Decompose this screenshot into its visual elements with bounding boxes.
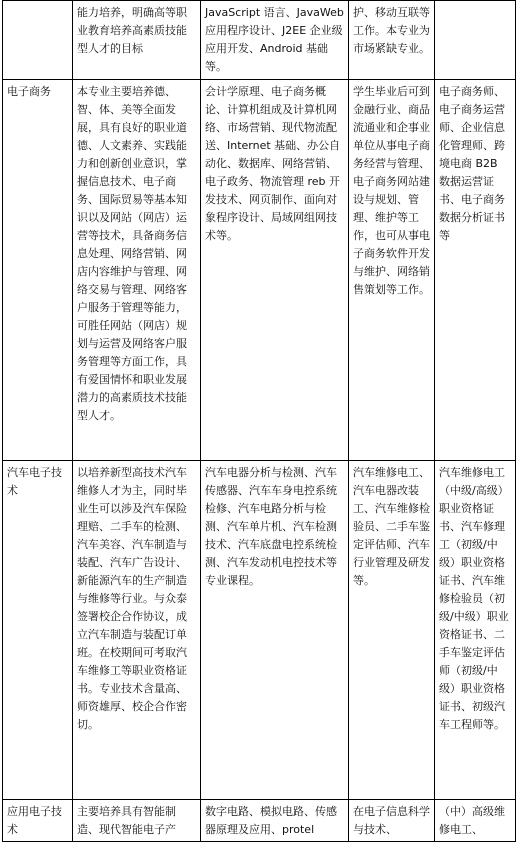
- objective-cell: 以培养新型高技术汽车维修人才为主，同时毕业生可以涉及汽车保险理赔、二手车的检测、汽车美容、汽车制造与装配、汽车广告设计、新能源汽车的生产制造与维修等行业。与众泰签署校企合作协议，成立汽车制造与装配订单班。在校期间可考取汽车维修工等职业资格证书。专业技术含量高、师资雄厚、校企合作密切。: [73, 461, 201, 800]
- courses-cell: 数字电路、模拟电路、传感器原理及应用、protel: [201, 800, 349, 842]
- certificates-cell: 汽车维修电工（中级/高级）职业资格证书、汽车修理工（初级/中级）职业资格证书、汽车维修检验员（初级/中级）职业资格证书、二手车鉴定评估师（初级/中级）职业资格证书、初级汽车工程师等。: [435, 461, 516, 800]
- objective-cell: 本专业主要培养德、智、体、美等全面发展，具有良好的职业道德、人文素养、实践能力和创新创业意识，掌握信息技术、电子商务、国际贸易等基本知识以及网站（网店）运营等技术，具备商务信息处理、网络营销、网店内容维护与管理、网络交易与管理、网络客户服务于管理等能力，可胜任网站（网店）规划与运营及网络客户服务管理等方面工作，具有爱国情怀和职业发展潜力的高素质技术技能型人才。: [73, 80, 201, 461]
- major-name-cell: [3, 1, 73, 80]
- major-name-cell: 电子商务: [3, 80, 73, 461]
- objective-cell: 主要培养具有智能制造、现代智能电子产: [73, 800, 201, 842]
- certificates-cell: （中）高级维修电工、: [435, 800, 516, 842]
- major-name-cell: 应用电子技术: [3, 800, 73, 842]
- objective-cell: 能力培养，明确高等职业教育培养高素质技能型人才的目标: [73, 1, 201, 80]
- employment-cell: 汽车维修电工、汽车电器改装工、汽车维修检验员、二手车鉴定评估师、汽车行业管理及研发等。: [349, 461, 435, 800]
- courses-cell: JavaScript 语言、JavaWeb 应用程序设计、J2EE 企业级应用开发、Android 基础等。: [201, 1, 349, 80]
- courses-cell: 汽车电器分析与检测、汽车传感器、汽车车身电控系统检修、汽车电路分析与检测、汽车单片机、汽车检测技术、汽车底盘电控系统检测、汽车发动机电控技术等专业课程。: [201, 461, 349, 800]
- employment-cell: 学生毕业后可到金融行业、商品流通业和企事业单位从事电子商务经营与管理、电子商务网站建设与规划、管理、维护等工作，也可从事电子商务软件开发与维护、网络销售策划等工作。: [349, 80, 435, 461]
- majors-table: [2, 0, 516, 842]
- certificates-cell: 电子商务师、电子商务运营师、企业信息化管理师、跨境电商 B2B 数据运营证书、电子商务数据分析证书等: [435, 80, 516, 461]
- courses-cell: 会计学原理、电子商务概论、计算机组成及计算机网络、市场营销、现代物流配送、Internet 基础、办公自动化、数据库、网络营销、电子政务、物流管理 reb 开发技术、网页制作、面向对象程序设计、局域网组网技术等。: [201, 80, 349, 461]
- major-name-cell: 汽车电子技术: [3, 461, 73, 800]
- employment-cell: 在电子信息科学与技术、: [349, 800, 435, 842]
- certificates-cell: [435, 1, 516, 80]
- employment-cell: 护、移动互联等工作。本专业为市场紧缺专业。: [349, 1, 435, 80]
- table-row: [3, 1, 516, 80]
- table-row: [3, 800, 516, 842]
- table-row: [3, 80, 516, 461]
- table-row: [3, 461, 516, 800]
